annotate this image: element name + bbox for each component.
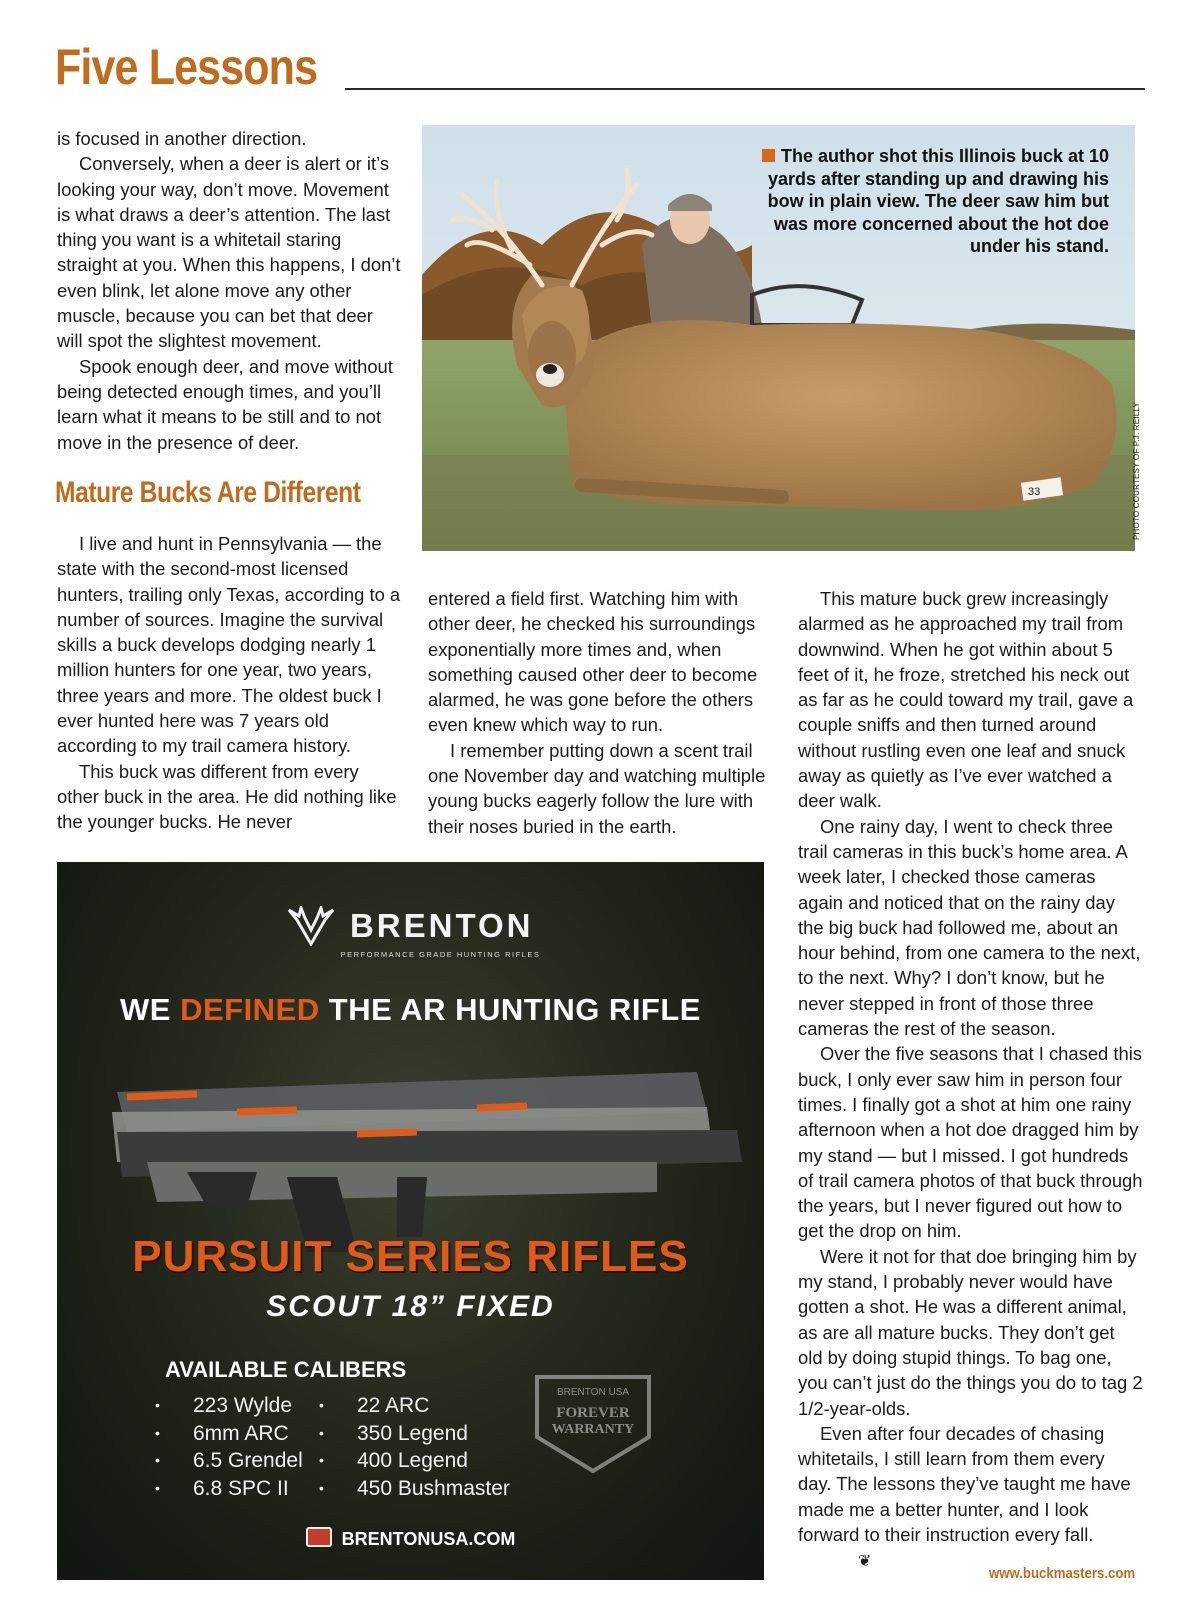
paragraph-text: Even after four decades of chasing whitetails, I still learn from them every day. The lessons they’ve taught me have made me a better hunter, and I look forward to their instruction every fall. bbox=[798, 1422, 1131, 1545]
ad-url-text: BRENTONUSA.COM bbox=[341, 1529, 516, 1549]
ad-headline bbox=[57, 992, 764, 1028]
paragraph: entered a field first. Watching him with other deer, he checked his surroundings exponentially more times and, when something caused other deer to become alarmed, he was gone before the others even knew which way to run. bbox=[428, 588, 758, 736]
photo-credit: PHOTO COURTESY OF P.J. REILLY bbox=[1132, 402, 1141, 540]
caliber-item: • 450 Bushmaster bbox=[319, 1475, 510, 1503]
badge-line-1: BRENTON USA bbox=[556, 1387, 630, 1398]
caliber-item: • 6mm ARC bbox=[155, 1420, 303, 1448]
paragraph: Were it not for that doe bringing him by my stand, I probably never would have gotten a shot. He was a different animal, as are all mature bucks. They don’t get old by doing stupid things. To bag one, you can’t just do the things you do to tag 2 1/2-year-olds. bbox=[798, 1245, 1143, 1419]
caption-text: The author shot this Illinois buck at 10 yards after standing up and drawing his bow in plain view. The deer saw him but was more concerned about the hot doe under his stand. bbox=[767, 146, 1109, 256]
caliber-item: • 6.8 SPC II bbox=[155, 1475, 303, 1503]
section-heading: Mature Bucks Are Different bbox=[55, 476, 361, 509]
brenton-logo bbox=[57, 906, 764, 959]
badge-line-3: WARRANTY bbox=[551, 1422, 635, 1437]
ad-tagline: PERFORMANCE GRADE HUNTING RIFLES bbox=[340, 950, 541, 959]
paragraph: Conversely, when a deer is alert or it’s looking your way, don’t move. Movement is what draws a deer’s attention. The last thing you want is a whitetail staring straight at you. When this happens, I don’t even blink, let alone move any other muscle, because you can bet that deer will spot the slightest movement. bbox=[57, 153, 401, 352]
ad-series: PURSUIT SERIES RIFLES bbox=[132, 1232, 689, 1281]
column-3 bbox=[798, 586, 1143, 1575]
column-2 bbox=[428, 586, 773, 839]
photo-caption bbox=[749, 145, 1109, 258]
caliber-item: • 400 Legend bbox=[319, 1447, 510, 1475]
ad-model: SCOUT 18” FIXED bbox=[266, 1290, 555, 1323]
ad-headline-pre: WE bbox=[120, 992, 181, 1027]
brenton-advertisement[interactable] bbox=[57, 862, 764, 1580]
ad-brand: BRENTON bbox=[349, 907, 534, 944]
column-1-top bbox=[57, 126, 402, 455]
article-title: Five Lessons bbox=[55, 39, 318, 95]
forever-warranty-badge bbox=[527, 1367, 659, 1477]
ad-headline-accent: DEFINED bbox=[180, 992, 320, 1027]
badge-line-2: FOREVER bbox=[556, 1405, 630, 1421]
calibers-list-right bbox=[319, 1392, 510, 1502]
flag-shield-icon bbox=[306, 1527, 332, 1547]
paragraph: I live and hunt in Pennsylvania — the state with the second-most licensed hunters, trailing only Texas, according to a number of sources. Imagine the survival skills a buck develops dodging nearly 1 million hunters for one year, two years, three years and more. The oldest buck I ever hunted here was 7 years old according to my trail camera history. bbox=[57, 533, 401, 757]
paragraph: This buck was different from every other buck in the area. He did nothing like the younger bucks. He never bbox=[57, 760, 397, 833]
calibers-heading: AVAILABLE CALIBERS bbox=[165, 1357, 407, 1382]
paragraph: Over the five seasons that I chased this buck, I only ever saw him in person four times. I finally got a shot at him one rainy afternoon when a hot doe dragged him by my stand — but I missed. I got hundreds of trail camera photos of that buck through the years, but I never figured out how to get the drop on him. bbox=[798, 1043, 1143, 1242]
title-rule bbox=[345, 88, 1145, 90]
caliber-item: • 6.5 Grendel bbox=[155, 1447, 303, 1475]
paragraph: I remember putting down a scent trail one November day and watching multiple young bucks eagerly follow the lure with their noses buried in the earth. bbox=[428, 739, 766, 837]
buck-photo bbox=[422, 125, 1135, 551]
paragraph: This mature buck grew increasingly alarmed as he approached my trail from downwind. When he got within about 5 feet of it, he froze, stretched his neck out as far as he could toward my trail, gave a couple sniffs and then turned around without rustling even one leaf and snuck away as quietly as I’ve ever watched a deer walk. bbox=[798, 588, 1134, 812]
end-mark-icon: ❦ bbox=[858, 1553, 872, 1571]
footer-website[interactable]: www.buckmasters.com bbox=[988, 1565, 1135, 1582]
paragraph bbox=[798, 1421, 1143, 1575]
caliber-item: • 223 Wylde bbox=[155, 1392, 303, 1420]
ad-url-link[interactable] bbox=[57, 1527, 764, 1550]
paragraph: Spook enough deer, and move without being detected enough times, and you’ll learn what it means to be still and to not move in the presence of deer. bbox=[57, 355, 393, 453]
caption-bullet bbox=[762, 149, 775, 162]
column-1-bottom bbox=[57, 531, 402, 835]
caliber-item: • 350 Legend bbox=[319, 1420, 510, 1448]
ad-headline-post: THE AR HUNTING RIFLE bbox=[319, 992, 701, 1027]
antler-logo-icon bbox=[287, 906, 335, 946]
ear-tag-text: 33 bbox=[1028, 486, 1041, 498]
calibers-list-left bbox=[155, 1392, 303, 1502]
caliber-item: • 22 ARC bbox=[319, 1392, 510, 1420]
paragraph: is focused in another direction. bbox=[57, 128, 307, 149]
paragraph: One rainy day, I went to check three trail cameras in this buck’s home area. A week later, I checked those cameras again and noticed that on the rainy day the big buck had followed me, about an hour behind, from one camera to the next, to the next. Why? I don’t know, but he never stepped in front of those three cameras the rest of the season. bbox=[798, 815, 1141, 1040]
